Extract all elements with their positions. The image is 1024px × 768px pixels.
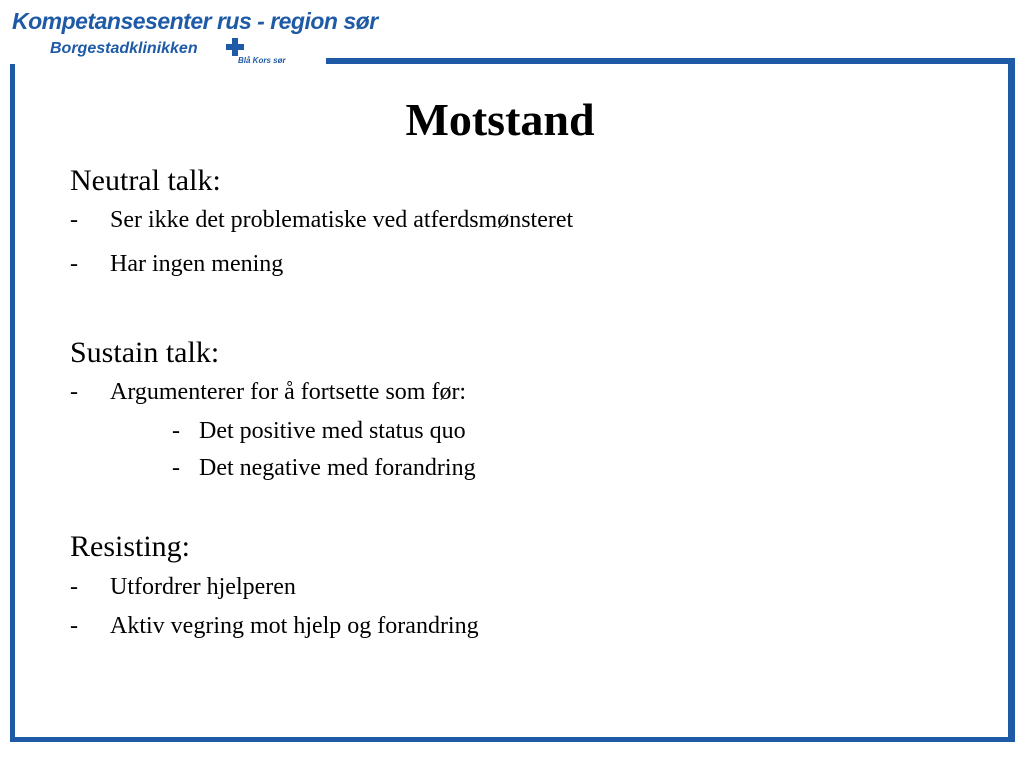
frame-bottom — [10, 737, 1015, 742]
frame-top — [326, 58, 1015, 64]
list-subitem: Det positive med status quo — [199, 418, 466, 444]
bullet-dash: - — [70, 379, 78, 405]
bullet-dash: - — [70, 251, 78, 277]
list-item: Utfordrer hjelperen — [110, 574, 296, 600]
bullet-dash: - — [70, 574, 78, 600]
list-item: Argumenterer for å fortsette som før: — [110, 379, 467, 405]
logo-subtitle: Borgestadklinikken — [50, 40, 198, 57]
section-heading-sustain: Sustain talk: — [70, 336, 220, 369]
bullet-dash: - — [172, 455, 180, 481]
logo-tagline: Blå Kors sør — [238, 56, 286, 65]
logo-title: Kompetansesenter rus - region sør — [12, 8, 378, 34]
list-subitem: Det negative med forandring — [199, 455, 476, 481]
list-item: Har ingen mening — [110, 251, 284, 277]
list-item: Ser ikke det problematiske ved atferdsmønsteret — [110, 207, 574, 233]
bullet-dash: - — [70, 613, 78, 639]
section-heading-resisting: Resisting: — [70, 530, 191, 563]
bullet-dash: - — [172, 418, 180, 444]
bullet-dash: - — [70, 207, 78, 233]
list-item: Aktiv vegring mot hjelp og forandring — [110, 613, 479, 639]
cross-icon — [226, 38, 244, 56]
slide-title: Motstand — [405, 94, 595, 145]
frame-left — [10, 64, 15, 742]
frame-right — [1008, 58, 1015, 742]
section-heading-neutral: Neutral talk: — [70, 164, 221, 197]
